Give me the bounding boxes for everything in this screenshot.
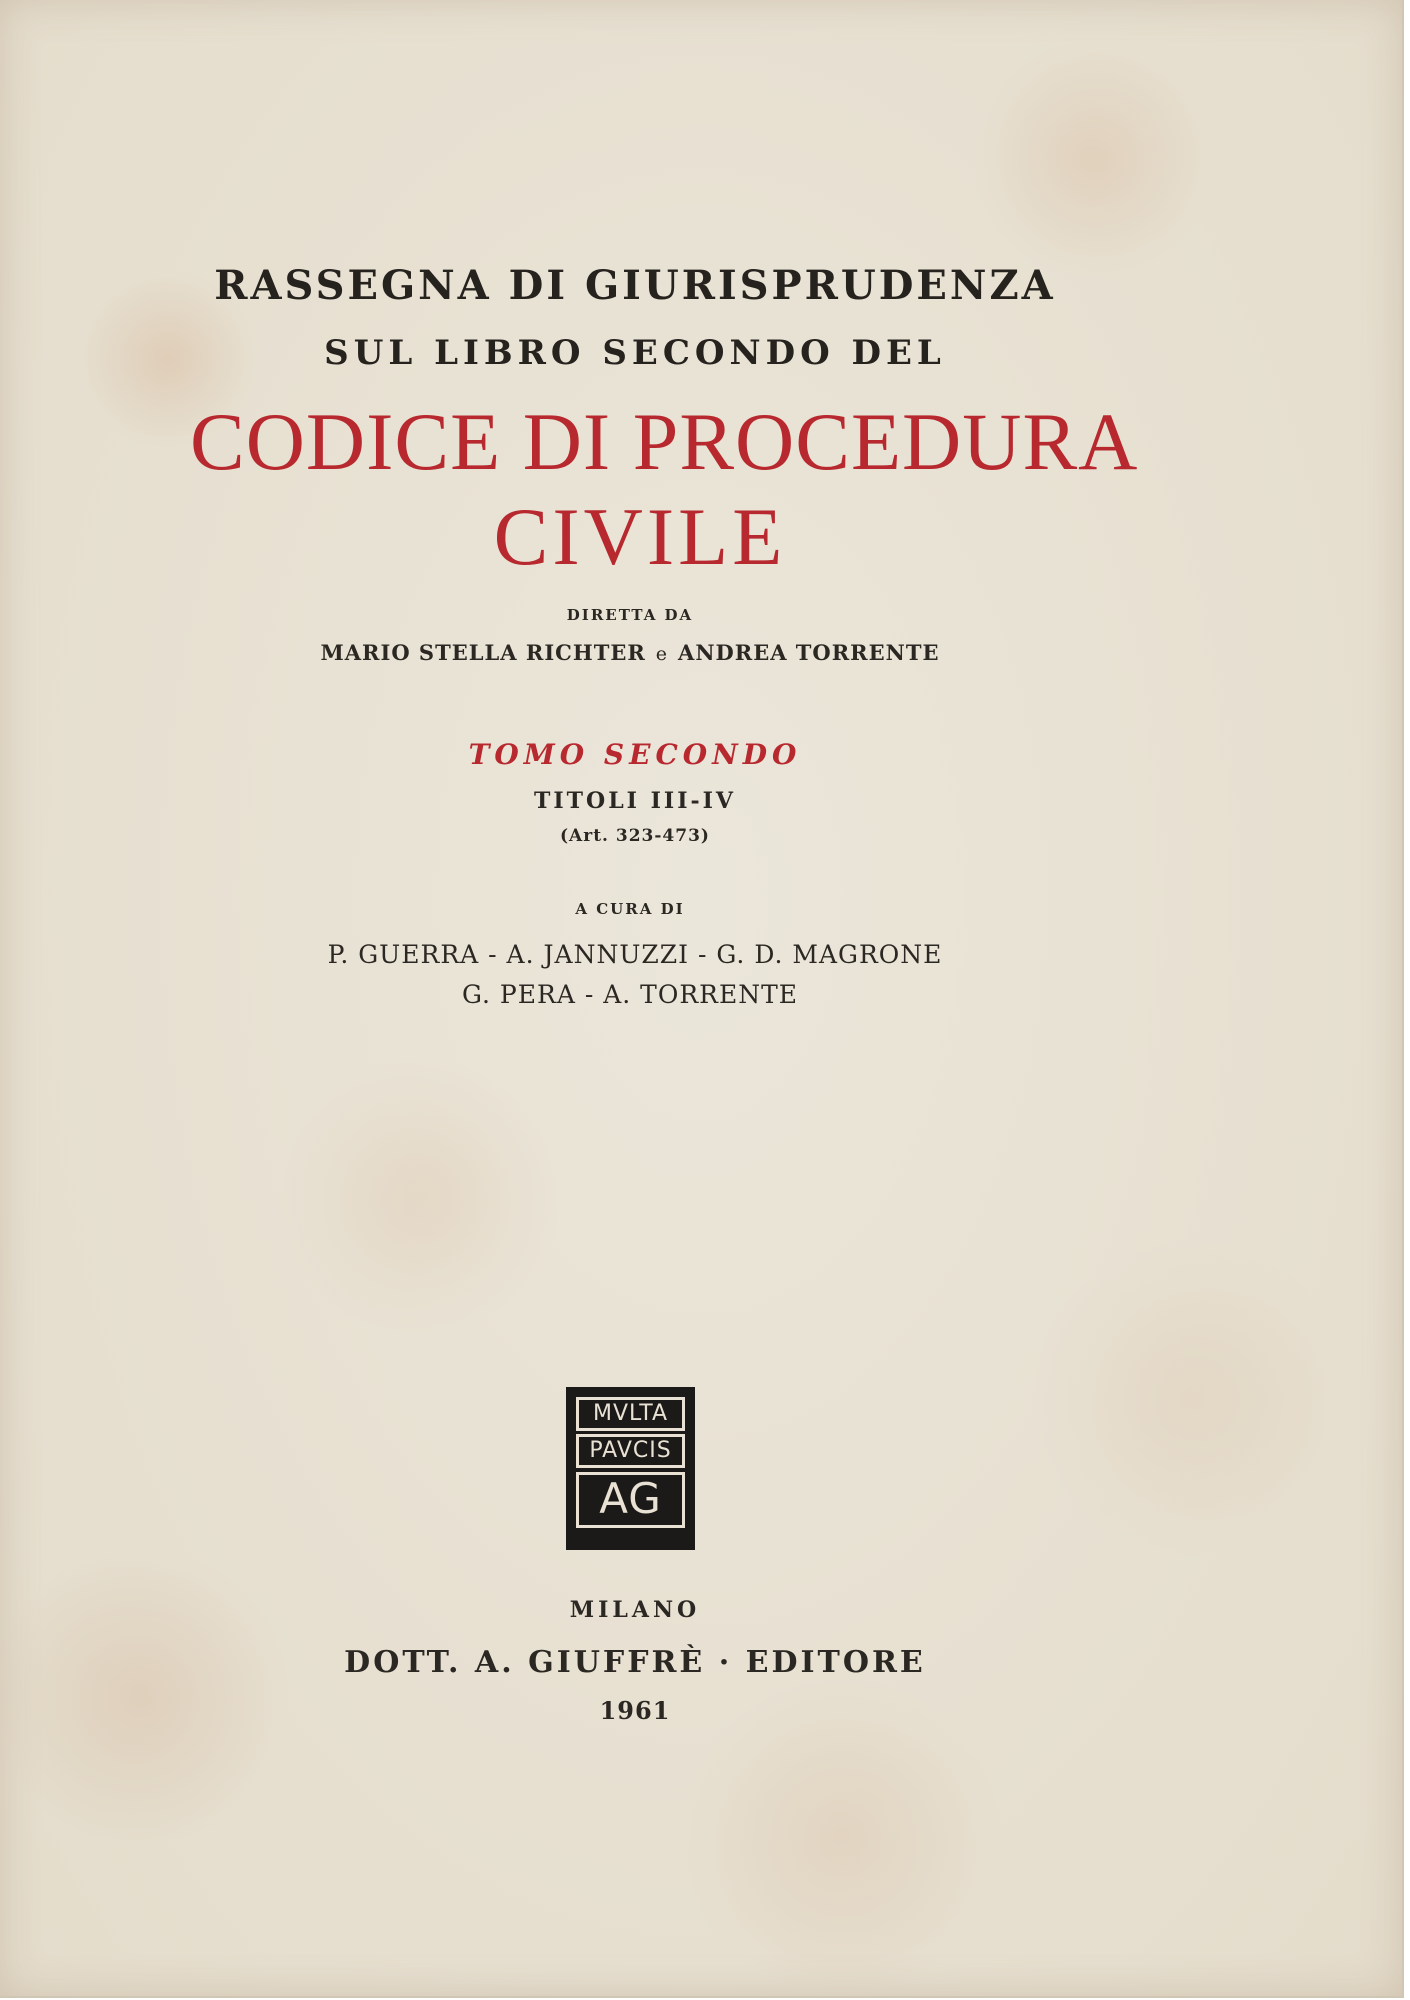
publisher-logo (566, 1387, 695, 1550)
articles-range: (Art. 323-473) (560, 826, 710, 846)
logo-motto-2: PAVCIS (576, 1434, 685, 1468)
editors-line-1: P. GUERRA - A. JANNUZZI - G. D. MAGRONE (327, 940, 943, 969)
directed-by-label: DIRETTA DA (566, 606, 694, 624)
logo-motto-1: MVLTA (576, 1397, 685, 1431)
edited-by-label: A CURA DI (575, 900, 685, 918)
director-name: ANDREA TORRENTE (678, 640, 940, 665)
publication-year: 1961 (599, 1696, 671, 1725)
series-title: RASSEGNA DI GIURISPRUDENZA (214, 262, 1056, 309)
tome-label: TOMO SECONDO (468, 738, 802, 771)
publication-city: MILANO (569, 1597, 701, 1623)
publisher-name: DOTT. A. GIUFFRÈ · EDITORE (344, 1645, 926, 1680)
main-title-line-2: CIVILE (493, 491, 787, 582)
director-conjunction: e (655, 643, 669, 665)
titles-label: TITOLI III-IV (534, 788, 736, 814)
logo-mark: AG (576, 1472, 685, 1528)
directors (190, 640, 1070, 665)
director-name: MARIO STELLA RICHTER (320, 640, 646, 665)
main-title-line-1: CODICE DI PROCEDURA (190, 396, 1139, 487)
editors-line-2: G. PERA - A. TORRENTE (461, 980, 799, 1009)
series-subtitle: SUL LIBRO SECONDO DEL (324, 333, 946, 373)
